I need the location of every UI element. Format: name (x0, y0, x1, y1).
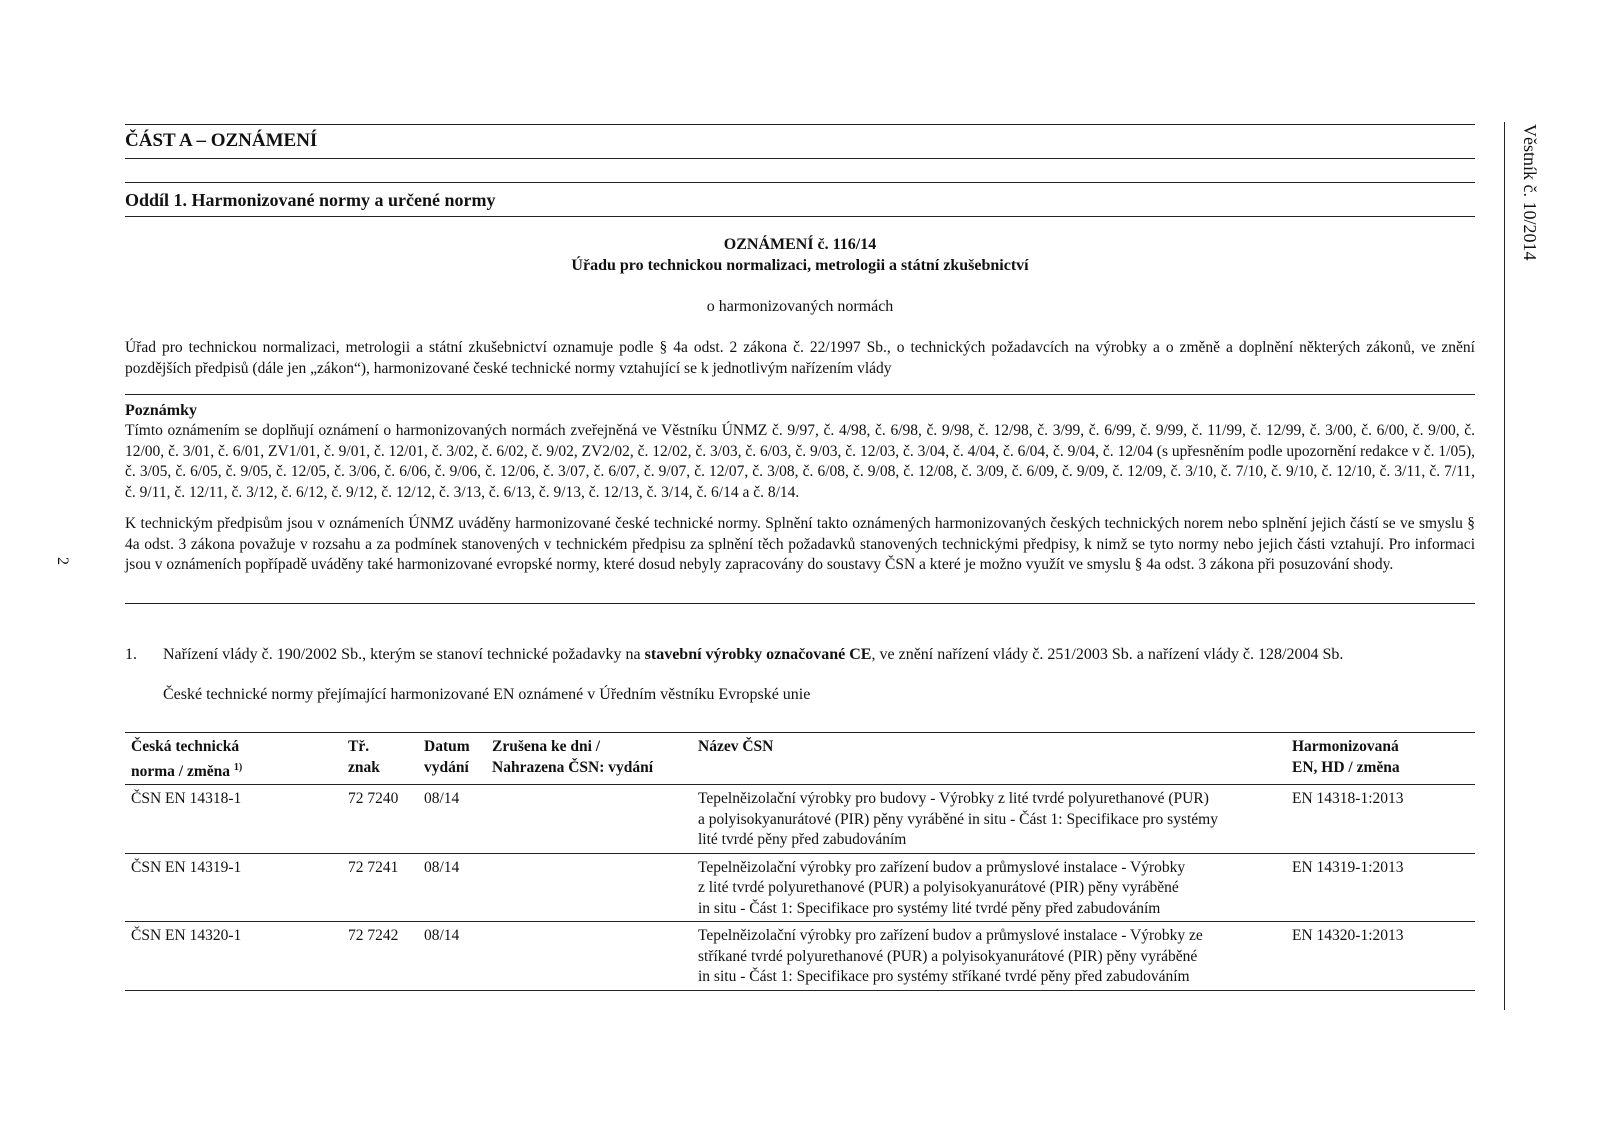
cell-name (692, 853, 1286, 922)
cell-name-line2: stříkané tvrdé polyurethanové (PUR) a polyisokyanurátové (PIR) pěny vyráběné (698, 947, 1198, 965)
cell-name (692, 785, 1286, 854)
table-row (125, 785, 1475, 854)
cell-cancel (486, 922, 692, 991)
col-header-harmonized (1286, 733, 1475, 785)
item-number: 1. (125, 646, 137, 663)
cell-name-line1: Tepelněizolační výrobky pro zařízení budov a průmyslové instalace - Výrobky ze (698, 927, 1203, 945)
cell-norm: ČSN EN 14319-1 (125, 853, 342, 922)
cell-name-line1: Tepelněizolační výrobky pro zařízení budov a průmyslové instalace - Výrobky (698, 858, 1186, 876)
item-text-before: Nařízení vlády č. 190/2002 Sb., kterým se stanoví technické požadavky na (163, 646, 645, 663)
cell-norm: ČSN EN 14318-1 (125, 785, 342, 854)
rule-section-bottom (125, 216, 1475, 217)
col-header-cancel-line1: Zrušena ke dni / (492, 738, 601, 755)
col-header-name: Název ČSN (692, 733, 1286, 785)
cell-class: 72 7241 (342, 853, 418, 922)
cell-date: 08/14 (418, 922, 486, 991)
rule-part-bottom (125, 158, 1475, 159)
cell-name-line3: lité tvrdé pěny před zabudováním (698, 831, 907, 849)
col-header-harm-line1: Harmonizovaná (1292, 738, 1399, 755)
bulletin-issue: Věstník č. 10/2014 (1520, 124, 1540, 261)
announcement-subject: o harmonizovaných normách (706, 298, 894, 315)
item-regulation (163, 646, 1343, 664)
cell-name (692, 922, 1286, 991)
cell-date: 08/14 (418, 785, 486, 854)
table-row (125, 853, 1475, 922)
col-header-class (342, 733, 418, 785)
announcement-number: OZNÁMENÍ č. 116/14 (723, 236, 877, 253)
cell-name-line3: in situ - Část 1: Specifikace pro systémy stříkané tvrdé pěny před zabudováním (698, 968, 1190, 986)
cell-cancel (486, 785, 692, 854)
page-number: 2 (54, 557, 71, 565)
cell-harmonized: EN 14319-1:2013 (1286, 853, 1475, 922)
notes-paragraph-2: K technickým předpisům jsou v oznámeních ÚNMZ uváděny harmonizované české technické normy. Splnění takto oznámených harmonizovaných českých technických norem nebo splnění jejich částí se ve smyslu § 4a odst. 3 zákona považuje v rozsahu a za podmínek stanovených v technickém předpisu za splnění těch požadavků stanovených technickými předpisy, k nimž se tyto normy nebo jejich části vztahují. Pro informaci jsou v oznámeních popřípadě uváděny také harmonizované evropské normy, které dosud nebyly zapracovány do soustavy ČSN a které je možno využít ve smyslu § 4a odst. 3 zákona při posuzování shody. (125, 515, 1475, 573)
cell-name-line1: Tepelněizolační výrobky pro budovy - Výrobky z lité tvrdé polyurethanové (PUR) (698, 790, 1209, 808)
notes-paragraph-1: Tímto oznámením se doplňují oznámení o harmonizovaných normách zveřejněná ve Věstníku ÚNMZ č. 9/97, č. 4/98, č. 6/98, č. 9/98, č. 12/98, č. 3/99, č. 6/99, č. 9/99, č. 11/99, č. 12/99, č. 3/00, č. 6/00, č. 9/00, č. 12/00, č. 3/01, č. 6/01, ZV1/01, č. 9/01, č. 12/01, č. 3/02, č. 6/02, č. 9/02, ZV2/02, č. 12/02, č. 3/03, č. 6/03, č. 9/03, č. 12/03, č. 3/04, č. 4/04, č. 6/04, č. 9/04, č. 12/04 (s upřesněním podle upozornění redakce v č. 1/05), č. 3/05, č. 6/05, č. 9/05, č. 12/05, č. 3/06, č. 6/06, č. 9/06, č. 12/06, č. 3/07, č. 6/07, č. 9/07, č. 12/07, č. 3/08, č. 6/08, č. 9/08, č. 12/08, č. 3/09, č. 6/09, č. 9/09, č. 12/09, č. 3/10, č. 7/10, č. 9/10, č. 12/10, č. 3/11, č. 7/11, č. 9/11, č. 12/11, č. 3/12, č. 6/12, č. 9/12, č. 12/12, č. 3/13, č. 6/13, č. 9/13, č. 12/13, č. 3/14, č. 6/14 a č. 8/14. (125, 422, 1475, 501)
col-header-harm-line2: EN, HD / změna (1292, 758, 1400, 776)
cell-harmonized: EN 14318-1:2013 (1286, 785, 1475, 854)
cell-cancel (486, 853, 692, 922)
notes-heading: Poznámky (125, 402, 197, 419)
col-header-date-line2: vydání (424, 758, 469, 776)
cell-harmonized: EN 14320-1:2013 (1286, 922, 1475, 991)
col-header-cancel (486, 733, 692, 785)
cell-name-line2: z lité tvrdé polyurethanové (PUR) a polyisokyanurátové (PIR) pěny vyráběné (698, 879, 1179, 897)
rule-section-top (125, 182, 1475, 183)
rule-notes-top (125, 394, 1475, 395)
cell-class: 72 7240 (342, 785, 418, 854)
rule-notes-bottom (125, 603, 1475, 604)
part-title: ČÁST A – OZNÁMENÍ (125, 130, 318, 151)
col-header-class-line2: znak (348, 758, 380, 776)
announcement-office: Úřadu pro technickou normalizaci, metrologii a státní zkušebnictví (571, 257, 1029, 274)
intro-paragraph: Úřad pro technickou normalizaci, metrologii a státní zkušebnictví oznamuje podle § 4a odst. 2 zákona č. 22/1997 Sb., o technických požadavcích na výrobky a o změně a doplnění některých zákonů, ve znění pozdějších předpisů (dále jen „zákon“), harmonizované české technické normy vztahující se k jednotlivým nařízením vlády (125, 339, 1475, 377)
section-title: Oddíl 1. Harmonizované normy a určené normy (125, 190, 496, 210)
col-header-footnote: 1) (233, 761, 243, 773)
table-header-row (125, 733, 1475, 785)
cell-name-line3: in situ - Část 1: Specifikace pro systémy lité tvrdé pěny před zabudováním (698, 899, 1161, 917)
norms-table (125, 732, 1475, 991)
side-rule (1504, 122, 1505, 1010)
col-header-norm-line2: norma / změna (131, 762, 231, 780)
rule-top (125, 124, 1475, 125)
cell-date: 08/14 (418, 853, 486, 922)
table-row (125, 922, 1475, 991)
cell-name-line2: a polyisokyanurátové (PIR) pěny vyráběné in situ - Část 1: Specifikace pro systémy (698, 810, 1218, 828)
col-header-date-line1: Datum (424, 738, 470, 755)
item-text-bold: stavební výrobky označované CE (644, 646, 872, 663)
col-header-date (418, 733, 486, 785)
col-header-norm (125, 733, 342, 785)
cell-class: 72 7242 (342, 922, 418, 991)
cell-norm: ČSN EN 14320-1 (125, 922, 342, 991)
item-subheading: České technické normy přejímající harmonizované EN oznámené v Úředním věstníku Evropské unie (163, 686, 811, 703)
col-header-class-line1: Tř. (348, 738, 370, 755)
col-header-cancel-line2: Nahrazena ČSN: vydání (492, 758, 654, 776)
item-text-after: , ve znění nařízení vlády č. 251/2003 Sb. a nařízení vlády č. 128/2004 Sb. (871, 646, 1344, 663)
col-header-norm-line1: Česká technická (131, 738, 240, 755)
